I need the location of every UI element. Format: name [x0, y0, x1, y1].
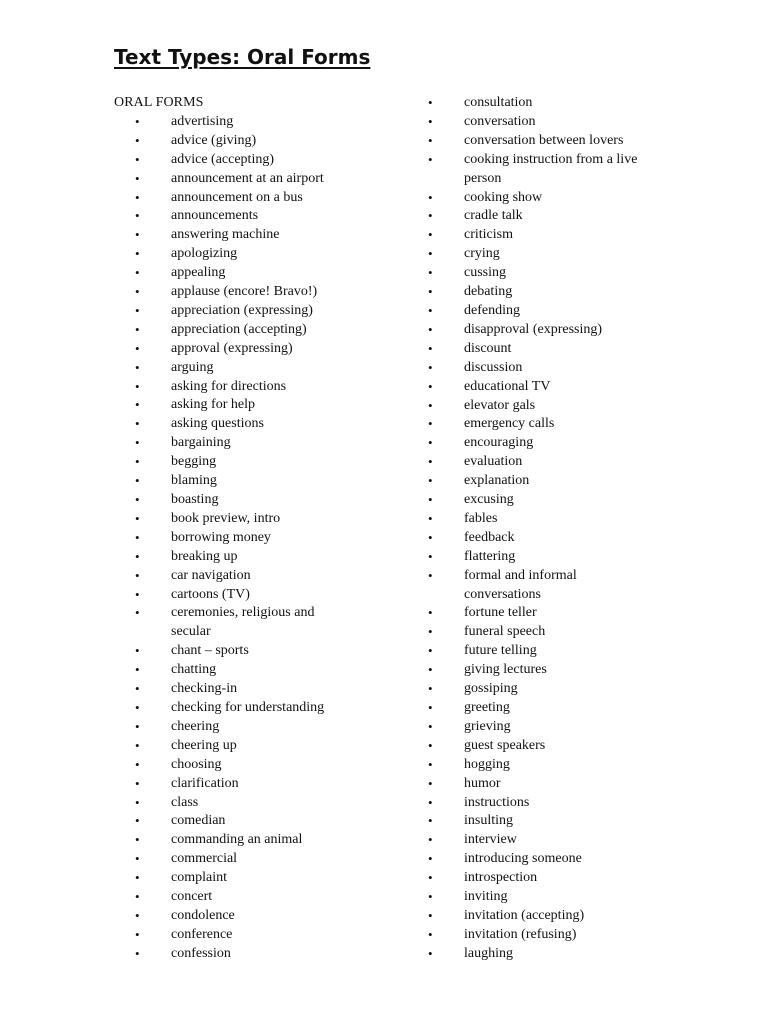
bullet-icon: • — [135, 435, 140, 451]
bullet-icon: • — [428, 775, 433, 791]
list-item — [424, 850, 724, 869]
list-item-text: grieving — [464, 718, 511, 734]
list-item — [114, 945, 414, 964]
list-item-text: crying — [464, 246, 500, 262]
list-item — [424, 529, 724, 548]
bullet-icon: • — [135, 246, 140, 262]
list-item-text: checking for understanding — [171, 699, 325, 715]
bullet-icon: • — [428, 907, 433, 923]
list-item — [114, 567, 414, 586]
list-item-text: book preview, intro — [171, 510, 281, 526]
list-item-text: arguing — [171, 359, 214, 375]
list-item — [114, 170, 414, 189]
list-item-text: emergency calls — [464, 416, 555, 432]
list-item-text: asking for help — [171, 397, 255, 413]
list-item — [114, 132, 414, 151]
bullet-icon: • — [135, 945, 140, 961]
bullet-icon: • — [428, 378, 433, 394]
bullet-icon: • — [135, 548, 140, 564]
list-item-text: bargaining — [171, 435, 231, 451]
list-item-text: borrowing money — [171, 529, 271, 545]
list-item — [114, 604, 414, 642]
bullet-icon: • — [428, 737, 433, 753]
list-item-text: commercial — [171, 851, 238, 867]
bullet-icon: • — [135, 321, 140, 337]
list-item-text: clarification — [171, 775, 239, 791]
list-item — [424, 888, 724, 907]
bullet-icon: • — [428, 567, 433, 583]
bullet-icon: • — [135, 302, 140, 318]
bullet-icon: • — [135, 359, 140, 375]
bullet-icon: • — [135, 340, 140, 356]
list-item — [424, 340, 724, 359]
list-item — [114, 151, 414, 170]
bullet-icon: • — [428, 529, 433, 545]
bullet-icon: • — [428, 454, 433, 470]
bullet-icon: • — [428, 340, 433, 356]
list-item — [114, 661, 414, 680]
list-item — [114, 529, 414, 548]
bullet-icon: • — [135, 529, 140, 545]
list-item-text: formal and informal conversations — [464, 567, 577, 602]
list-item-text: applause (encore! Bravo!) — [171, 284, 318, 300]
list-item-text: debating — [464, 284, 513, 300]
list-item — [424, 207, 724, 226]
list-item-text: advertising — [171, 113, 234, 129]
bullet-icon: • — [135, 718, 140, 734]
bullet-icon: • — [428, 813, 433, 829]
list-item-text: introducing someone — [464, 851, 582, 867]
list-item — [114, 113, 414, 132]
bullet-icon: • — [428, 794, 433, 810]
bullet-icon: • — [135, 662, 140, 678]
list-item — [114, 699, 414, 718]
list-item-text: checking-in — [171, 681, 238, 697]
bullet-icon: • — [428, 851, 433, 867]
bullet-icon: • — [135, 775, 140, 791]
list-item-text: disapproval (expressing) — [464, 321, 603, 337]
list-item-text: comedian — [171, 813, 226, 829]
right-list — [424, 94, 724, 964]
list-item-text: cartoons (TV) — [171, 586, 250, 602]
bullet-icon: • — [428, 492, 433, 508]
list-item-text: breaking up — [171, 548, 238, 564]
bullet-icon: • — [428, 246, 433, 262]
list-item-text: cooking show — [464, 189, 543, 205]
list-item — [114, 718, 414, 737]
list-item — [424, 283, 724, 302]
list-item-text: cradle talk — [464, 208, 523, 224]
list-item — [114, 340, 414, 359]
list-item — [114, 226, 414, 245]
list-item-text: introspection — [464, 870, 538, 886]
bullet-icon: • — [135, 284, 140, 300]
bullet-icon: • — [428, 473, 433, 489]
list-item-text: humor — [464, 775, 501, 791]
list-item-text: choosing — [171, 756, 222, 772]
list-item — [114, 472, 414, 491]
list-item-text: discussion — [464, 359, 523, 375]
list-item-text: advice (giving) — [171, 132, 257, 148]
list-item-text: begging — [171, 454, 217, 470]
list-item — [424, 604, 724, 623]
bullet-icon: • — [135, 737, 140, 753]
list-item-text: asking questions — [171, 416, 264, 432]
bullet-icon: • — [135, 454, 140, 470]
list-item — [114, 775, 414, 794]
list-item-text: insulting — [464, 813, 514, 829]
list-item — [114, 548, 414, 567]
list-item-text: inviting — [464, 889, 508, 905]
bullet-icon: • — [135, 189, 140, 205]
list-item-text: funeral speech — [464, 624, 546, 640]
bullet-icon: • — [428, 548, 433, 564]
bullet-icon: • — [428, 681, 433, 697]
list-item-text: fables — [464, 510, 498, 526]
list-item — [424, 321, 724, 340]
right-column — [424, 94, 724, 964]
list-item-text: gossiping — [464, 681, 518, 697]
bullet-icon: • — [135, 170, 140, 186]
list-item — [114, 907, 414, 926]
list-item-text: asking for directions — [171, 378, 287, 394]
list-item-text: invitation (accepting) — [464, 907, 585, 923]
list-item-text: confession — [171, 945, 231, 961]
list-item — [424, 415, 724, 434]
list-item-text: hogging — [464, 756, 510, 772]
bullet-icon: • — [428, 643, 433, 659]
list-item — [424, 491, 724, 510]
list-item-text: giving lectures — [464, 662, 547, 678]
list-item-text: boasting — [171, 492, 219, 508]
list-item-text: chant – sports — [171, 643, 249, 659]
list-item-text: condolence — [171, 907, 235, 923]
list-item-text: ceremonies, religious and secular — [171, 605, 315, 640]
bullet-icon: • — [135, 492, 140, 508]
list-item-text: educational TV — [464, 378, 551, 394]
list-item-text: invitation (refusing) — [464, 926, 577, 942]
list-item-text: cooking instruction from a live person — [464, 151, 638, 186]
list-item — [114, 491, 414, 510]
list-item-text: discount — [464, 340, 512, 356]
list-item — [424, 472, 724, 491]
list-item-text: cheering — [171, 718, 220, 734]
list-item-text: conference — [171, 926, 233, 942]
list-item — [114, 888, 414, 907]
list-item — [424, 945, 724, 964]
list-item — [424, 718, 724, 737]
list-item — [424, 94, 724, 113]
bullet-icon: • — [135, 851, 140, 867]
list-item — [424, 302, 724, 321]
list-item — [114, 245, 414, 264]
list-item — [114, 737, 414, 756]
list-item — [114, 831, 414, 850]
bullet-icon: • — [428, 435, 433, 451]
bullet-icon: • — [428, 624, 433, 640]
list-item — [114, 302, 414, 321]
bullet-icon: • — [135, 756, 140, 772]
list-item — [424, 264, 724, 283]
list-item-text: defending — [464, 302, 520, 318]
list-item-text: feedback — [464, 529, 515, 545]
list-item — [114, 812, 414, 831]
bullet-icon: • — [428, 510, 433, 526]
bullet-icon: • — [135, 473, 140, 489]
bullet-icon: • — [135, 510, 140, 526]
list-item — [424, 699, 724, 718]
bullet-icon: • — [428, 889, 433, 905]
list-item-text: laughing — [464, 945, 513, 961]
bullet-icon: • — [428, 870, 433, 886]
bullet-icon: • — [428, 265, 433, 281]
list-item — [424, 245, 724, 264]
list-item-text: answering machine — [171, 227, 280, 243]
list-item — [114, 207, 414, 226]
list-item-text: cheering up — [171, 737, 237, 753]
bullet-icon: • — [135, 378, 140, 394]
bullet-icon: • — [428, 321, 433, 337]
section-heading: ORAL FORMS — [114, 95, 204, 110]
list-item-text: greeting — [464, 700, 510, 715]
bullet-icon: • — [135, 397, 140, 413]
bullet-icon: • — [135, 870, 140, 886]
bullet-icon: • — [428, 397, 433, 413]
list-item — [114, 680, 414, 699]
list-item-text: apologizing — [171, 246, 238, 262]
bullet-icon: • — [135, 813, 140, 829]
list-item — [424, 113, 724, 132]
bullet-icon: • — [135, 926, 140, 942]
list-item — [424, 623, 724, 642]
list-item — [424, 434, 724, 453]
list-item-text: explanation — [464, 473, 530, 489]
list-item — [114, 453, 414, 472]
list-item — [114, 321, 414, 340]
bullet-icon: • — [135, 567, 140, 583]
bullet-icon: • — [135, 889, 140, 905]
list-item-text: class — [171, 794, 199, 810]
bullet-icon: • — [428, 113, 433, 129]
bullet-icon: • — [428, 756, 433, 772]
bullet-icon: • — [135, 699, 140, 715]
bullet-icon: • — [135, 151, 140, 167]
list-item-text: blaming — [171, 473, 217, 489]
list-item-text: interview — [464, 832, 517, 848]
list-item-text: car navigation — [171, 567, 251, 583]
list-item-text: appreciation (accepting) — [171, 321, 307, 337]
list-item-text: instructions — [464, 794, 530, 810]
bullet-icon: • — [135, 586, 140, 602]
list-item — [424, 510, 724, 529]
bullet-icon: • — [135, 265, 140, 281]
list-item-text: guest speakers — [464, 737, 546, 753]
list-item — [114, 510, 414, 529]
list-item-text: elevator gals — [464, 397, 536, 413]
bullet-icon: • — [135, 113, 140, 129]
bullet-icon: • — [428, 189, 433, 205]
bullet-icon: • — [428, 945, 433, 961]
list-item — [424, 907, 724, 926]
list-item — [114, 264, 414, 283]
list-item — [424, 737, 724, 756]
bullet-icon: • — [135, 907, 140, 923]
list-item — [424, 151, 724, 189]
list-item-text: announcements — [171, 208, 259, 224]
bullet-icon: • — [135, 416, 140, 432]
bullet-icon: • — [135, 227, 140, 243]
list-item-text: consultation — [464, 95, 533, 110]
list-item — [424, 756, 724, 775]
list-item — [424, 680, 724, 699]
list-item-text: announcement on a bus — [171, 189, 303, 205]
list-item — [424, 775, 724, 794]
list-item — [424, 453, 724, 472]
list-item — [114, 378, 414, 397]
bullet-icon: • — [135, 643, 140, 659]
bullet-icon: • — [428, 662, 433, 678]
list-item-text: appreciation (expressing) — [171, 302, 313, 318]
list-item — [114, 926, 414, 945]
list-item-text: fortune teller — [464, 605, 537, 621]
list-item — [114, 359, 414, 378]
list-item — [424, 378, 724, 397]
list-item-text: announcement at an airport — [171, 170, 324, 186]
list-item — [424, 794, 724, 813]
list-item — [424, 567, 724, 605]
left-column — [114, 94, 414, 964]
list-item-text: encouraging — [464, 435, 534, 451]
list-item — [424, 397, 724, 416]
list-item-text: conversation between lovers — [464, 132, 624, 148]
list-item-text: excusing — [464, 492, 514, 508]
list-item-text: complaint — [171, 870, 227, 886]
list-item-text: conversation — [464, 113, 536, 129]
list-item — [424, 359, 724, 378]
bullet-icon: • — [428, 359, 433, 375]
list-item — [114, 850, 414, 869]
bullet-icon: • — [135, 132, 140, 148]
page-title: Text Types: Oral Forms — [114, 45, 371, 69]
list-item — [424, 869, 724, 888]
list-item-text: approval (expressing) — [171, 340, 293, 356]
list-item-text: appealing — [171, 265, 226, 281]
list-item-text: future telling — [464, 643, 537, 659]
list-item — [114, 586, 414, 605]
bullet-icon: • — [428, 416, 433, 432]
list-item — [114, 869, 414, 888]
bullet-icon: • — [428, 284, 433, 300]
list-item — [114, 434, 414, 453]
list-item-text: commanding an animal — [171, 832, 303, 848]
list-item-text: chatting — [171, 662, 217, 678]
bullet-icon: • — [428, 832, 433, 848]
list-item — [114, 756, 414, 775]
list-item — [114, 189, 414, 208]
bullet-icon: • — [428, 605, 433, 621]
bullet-icon: • — [135, 208, 140, 224]
bullet-icon: • — [428, 718, 433, 734]
list-item — [424, 812, 724, 831]
list-item — [424, 548, 724, 567]
list-item — [424, 642, 724, 661]
list-item-text: flattering — [464, 548, 516, 564]
bullet-icon: • — [135, 605, 140, 621]
list-item — [424, 189, 724, 208]
bullet-icon: • — [428, 227, 433, 243]
list-item-text: concert — [171, 889, 213, 905]
bullet-icon: • — [135, 794, 140, 810]
bullet-icon: • — [428, 302, 433, 318]
bullet-icon: • — [135, 681, 140, 697]
list-item — [114, 283, 414, 302]
bullet-icon: • — [428, 926, 433, 942]
bullet-icon: • — [428, 208, 433, 224]
bullet-icon: • — [428, 95, 433, 110]
list-item-text: cussing — [464, 265, 506, 281]
list-item — [424, 831, 724, 850]
list-item — [424, 661, 724, 680]
list-item — [114, 415, 414, 434]
list-item — [424, 132, 724, 151]
bullet-icon: • — [428, 132, 433, 148]
list-item — [424, 226, 724, 245]
list-item — [114, 794, 414, 813]
list-item — [114, 396, 414, 415]
list-item-text: evaluation — [464, 454, 523, 470]
list-item — [424, 926, 724, 945]
list-item — [114, 642, 414, 661]
list-item-text: criticism — [464, 227, 513, 243]
list-item-text: advice (accepting) — [171, 151, 274, 167]
bullet-icon: • — [135, 832, 140, 848]
bullet-icon: • — [428, 151, 433, 167]
left-list — [114, 113, 414, 964]
bullet-icon: • — [428, 700, 433, 715]
